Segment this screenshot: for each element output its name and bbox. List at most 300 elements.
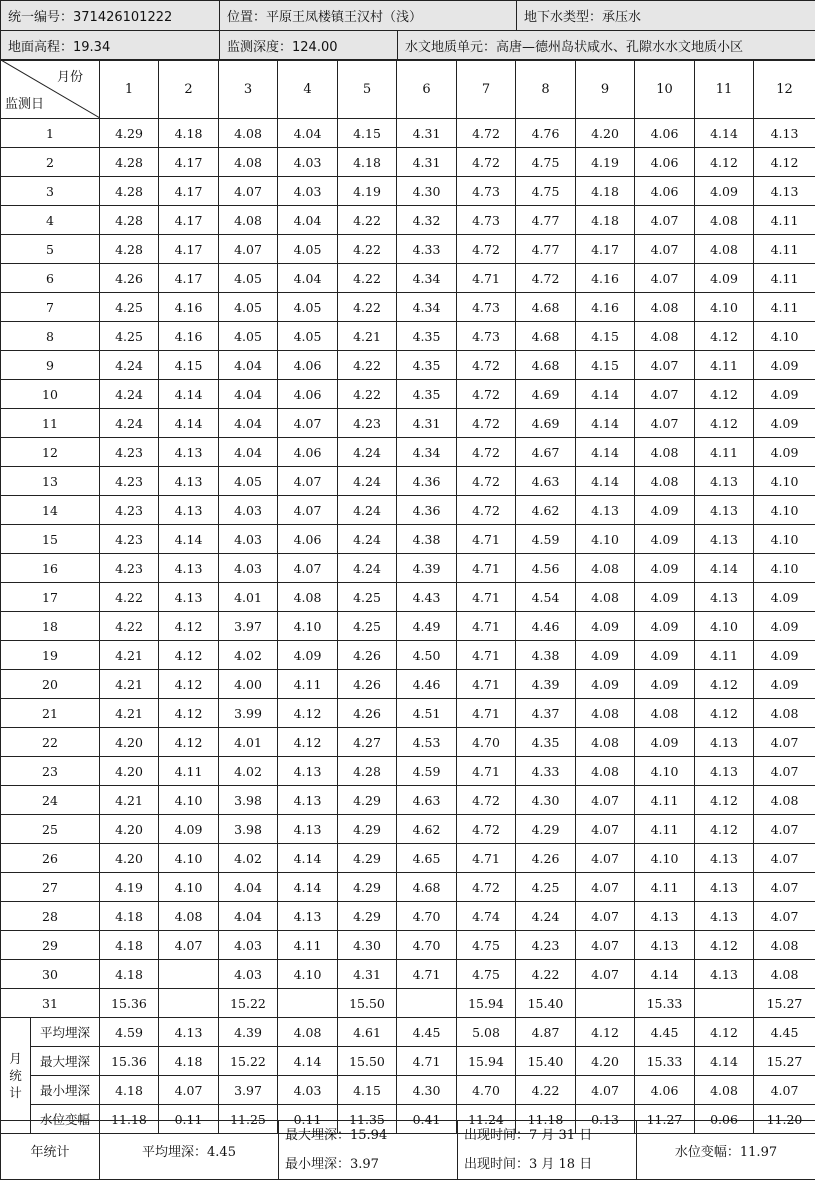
month-header-5: 5 xyxy=(338,60,397,119)
depth-cell: 4.14 xyxy=(576,438,635,467)
depth-cell: 4.23 xyxy=(100,554,159,583)
depth-cell: 4.11 xyxy=(159,757,219,786)
depth-cell: 4.06 xyxy=(278,380,338,409)
depth-cell: 4.14 xyxy=(695,119,754,148)
depth-cell: 4.31 xyxy=(397,119,457,148)
depth-cell: 4.16 xyxy=(159,322,219,351)
depth-cell: 4.07 xyxy=(576,786,635,815)
depth-cell: 4.09 xyxy=(754,438,815,467)
depth-cell: 4.02 xyxy=(219,757,278,786)
month-header-1: 1 xyxy=(100,60,159,119)
depth-cell: 4.07 xyxy=(635,351,695,380)
depth-cell: 4.10 xyxy=(635,844,695,873)
depth-cell: 4.67 xyxy=(516,438,576,467)
depth-cell: 15.36 xyxy=(100,989,159,1018)
stats-label: 平均埋深 xyxy=(31,1018,100,1047)
depth-cell: 4.72 xyxy=(457,467,516,496)
depth-cell: 4.13 xyxy=(278,815,338,844)
depth-cell: 4.24 xyxy=(338,467,397,496)
depth-cell: 4.30 xyxy=(397,177,457,206)
depth-cell: 4.13 xyxy=(695,844,754,873)
depth-cell: 4.04 xyxy=(278,264,338,293)
depth-cell: 4.21 xyxy=(100,670,159,699)
depth-cell: 4.10 xyxy=(695,293,754,322)
stats-cell: 15.94 xyxy=(457,1047,516,1076)
depth-cell: 4.53 xyxy=(397,728,457,757)
depth-cell: 4.08 xyxy=(159,902,219,931)
depth-cell: 4.72 xyxy=(457,815,516,844)
depth-cell: 15.22 xyxy=(219,989,278,1018)
day-label: 29 xyxy=(1,931,100,960)
stats-cell: 5.08 xyxy=(457,1018,516,1047)
month-header-6: 6 xyxy=(397,60,457,119)
depth-cell: 4.04 xyxy=(278,119,338,148)
depth-cell: 4.10 xyxy=(754,554,815,583)
depth-cell: 4.16 xyxy=(576,264,635,293)
depth-cell: 4.13 xyxy=(159,467,219,496)
depth-cell: 4.03 xyxy=(219,496,278,525)
depth-cell: 4.22 xyxy=(338,293,397,322)
depth-cell: 4.08 xyxy=(278,583,338,612)
depth-cell: 4.24 xyxy=(100,351,159,380)
depth-cell: 4.07 xyxy=(576,931,635,960)
depth-cell: 4.34 xyxy=(397,438,457,467)
depth-cell: 4.13 xyxy=(695,960,754,989)
depth-cell: 4.26 xyxy=(338,699,397,728)
depth-cell: 4.08 xyxy=(754,786,815,815)
stats-cell: 4.20 xyxy=(576,1047,635,1076)
depth-cell: 4.18 xyxy=(338,148,397,177)
stats-cell: 15.36 xyxy=(100,1047,159,1076)
depth-cell: 4.09 xyxy=(635,554,695,583)
hydrogeologic-unit: 水文地质单元：高唐—德州岛状咸水、孔隙水水文地质小区 xyxy=(398,31,815,61)
depth-cell: 3.98 xyxy=(219,786,278,815)
annual-label: 年统计 xyxy=(1,1121,100,1180)
depth-cell: 4.12 xyxy=(695,380,754,409)
depth-cell: 4.11 xyxy=(695,351,754,380)
depth-cell: 4.03 xyxy=(219,554,278,583)
stats-cell: 4.07 xyxy=(159,1076,219,1105)
depth-cell: 4.09 xyxy=(635,525,695,554)
depth-cell: 4.11 xyxy=(278,931,338,960)
depth-cell: 4.28 xyxy=(100,235,159,264)
stats-cell: 4.08 xyxy=(278,1018,338,1047)
annual-average-depth: 平均埋深：4.45 xyxy=(100,1121,279,1180)
depth-cell: 4.75 xyxy=(457,960,516,989)
depth-cell: 4.71 xyxy=(457,699,516,728)
month-header-2: 2 xyxy=(159,60,219,119)
depth-cell: 4.13 xyxy=(695,496,754,525)
stats-cell: 15.50 xyxy=(338,1047,397,1076)
depth-cell: 4.32 xyxy=(397,206,457,235)
depth-cell: 4.72 xyxy=(457,438,516,467)
depth-cell: 4.13 xyxy=(159,554,219,583)
ground-elevation: 地面高程：19.34 xyxy=(1,31,220,61)
depth-cell: 4.13 xyxy=(576,496,635,525)
monthly-stats-label xyxy=(1,1018,31,1134)
depth-cell: 4.69 xyxy=(516,380,576,409)
depth-cell: 4.04 xyxy=(219,902,278,931)
depth-cell: 4.13 xyxy=(278,902,338,931)
stats-cell: 11.25 xyxy=(219,1105,278,1134)
day-label: 6 xyxy=(1,264,100,293)
depth-cell: 4.75 xyxy=(516,177,576,206)
depth-cell: 4.12 xyxy=(695,699,754,728)
day-label: 30 xyxy=(1,960,100,989)
annual-min-depth: 最小埋深：3.97 xyxy=(285,1150,457,1179)
depth-cell: 4.14 xyxy=(576,380,635,409)
depth-cell: 4.15 xyxy=(159,351,219,380)
depth-cell: 4.23 xyxy=(100,525,159,554)
month-header-11: 11 xyxy=(695,60,754,119)
depth-cell: 4.05 xyxy=(219,467,278,496)
month-header-row xyxy=(1,60,815,119)
depth-cell: 4.09 xyxy=(635,612,695,641)
stats-label: 水位变幅 xyxy=(31,1105,100,1134)
depth-cell: 4.07 xyxy=(159,931,219,960)
depth-cell: 4.02 xyxy=(219,641,278,670)
depth-cell: 4.74 xyxy=(457,902,516,931)
depth-cell: 4.08 xyxy=(576,554,635,583)
annual-water-range: 水位变幅：11.97 xyxy=(637,1121,815,1180)
depth-cell: 15.40 xyxy=(516,989,576,1018)
depth-cell: 4.16 xyxy=(576,293,635,322)
depth-cell: 4.13 xyxy=(159,496,219,525)
month-axis-label: 月份 xyxy=(57,66,83,85)
depth-cell: 4.11 xyxy=(635,786,695,815)
depth-cell: 4.10 xyxy=(278,612,338,641)
depth-cell: 4.18 xyxy=(576,177,635,206)
depth-cell: 4.72 xyxy=(457,119,516,148)
depth-cell: 4.07 xyxy=(754,902,815,931)
depth-cell: 4.09 xyxy=(695,177,754,206)
depth-cell: 4.18 xyxy=(100,902,159,931)
table-row xyxy=(1,438,815,467)
depth-cell: 4.03 xyxy=(219,931,278,960)
depth-cell: 4.14 xyxy=(278,844,338,873)
depth-cell: 4.07 xyxy=(219,235,278,264)
depth-cell: 4.63 xyxy=(397,786,457,815)
table-row xyxy=(1,844,815,873)
day-label: 10 xyxy=(1,380,100,409)
depth-cell: 4.09 xyxy=(754,641,815,670)
depth-cell: 4.27 xyxy=(338,728,397,757)
depth-cell: 4.05 xyxy=(219,322,278,351)
table-row xyxy=(1,699,815,728)
depth-cell: 4.13 xyxy=(635,931,695,960)
depth-cell: 4.11 xyxy=(635,873,695,902)
depth-cell xyxy=(159,960,219,989)
depth-cell: 4.17 xyxy=(159,235,219,264)
depth-cell: 4.68 xyxy=(516,351,576,380)
stats-cell: 4.07 xyxy=(576,1076,635,1105)
day-label: 8 xyxy=(1,322,100,351)
table-row xyxy=(1,786,815,815)
stats-cell: 4.61 xyxy=(338,1018,397,1047)
depth-cell: 4.23 xyxy=(100,496,159,525)
depth-cell: 4.71 xyxy=(457,525,516,554)
depth-cell: 4.09 xyxy=(754,409,815,438)
depth-cell: 4.05 xyxy=(278,322,338,351)
stats-cell: 15.27 xyxy=(754,1047,815,1076)
depth-cell: 4.51 xyxy=(397,699,457,728)
depth-cell: 4.11 xyxy=(754,264,815,293)
depth-cell: 4.13 xyxy=(695,728,754,757)
table-row xyxy=(1,264,815,293)
depth-cell: 4.13 xyxy=(695,583,754,612)
depth-cell: 4.08 xyxy=(219,119,278,148)
depth-cell: 4.14 xyxy=(576,467,635,496)
depth-cell: 4.09 xyxy=(635,670,695,699)
table-row xyxy=(1,960,815,989)
depth-cell: 4.13 xyxy=(754,119,815,148)
depth-cell: 4.14 xyxy=(695,554,754,583)
depth-cell: 4.22 xyxy=(338,206,397,235)
table-row xyxy=(1,583,815,612)
stats-cell: 4.70 xyxy=(457,1076,516,1105)
groundwater-type: 地下水类型：承压水 xyxy=(517,1,815,31)
stats-cell: 4.14 xyxy=(278,1047,338,1076)
depth-cell: 4.14 xyxy=(576,409,635,438)
depth-cell: 4.54 xyxy=(516,583,576,612)
depth-cell: 4.34 xyxy=(397,264,457,293)
depth-cell: 4.25 xyxy=(516,873,576,902)
day-label: 19 xyxy=(1,641,100,670)
table-row xyxy=(1,467,815,496)
depth-cell: 4.17 xyxy=(159,264,219,293)
depth-cell: 4.71 xyxy=(397,960,457,989)
depth-cell: 4.70 xyxy=(397,902,457,931)
depth-cell: 4.12 xyxy=(159,699,219,728)
stats-cell: 4.13 xyxy=(159,1018,219,1047)
depth-cell: 4.06 xyxy=(635,148,695,177)
depth-cell: 4.20 xyxy=(576,119,635,148)
depth-cell: 4.12 xyxy=(695,409,754,438)
stats-cell: 11.35 xyxy=(338,1105,397,1134)
stats-cell: 3.97 xyxy=(219,1076,278,1105)
depth-cell: 4.59 xyxy=(397,757,457,786)
depth-cell: 4.25 xyxy=(338,612,397,641)
stats-cell: 0.11 xyxy=(278,1105,338,1134)
depth-cell: 4.10 xyxy=(159,844,219,873)
depth-cell: 4.09 xyxy=(576,641,635,670)
depth-cell: 4.71 xyxy=(457,583,516,612)
depth-cell: 4.49 xyxy=(397,612,457,641)
depth-cell: 4.14 xyxy=(278,873,338,902)
depth-cell: 4.21 xyxy=(338,322,397,351)
depth-cell: 4.23 xyxy=(516,931,576,960)
depth-cell: 4.50 xyxy=(397,641,457,670)
depth-cell: 4.31 xyxy=(397,148,457,177)
depth-cell: 4.09 xyxy=(695,264,754,293)
depth-cell: 4.65 xyxy=(397,844,457,873)
depth-cell: 4.29 xyxy=(338,786,397,815)
depth-cell: 4.13 xyxy=(695,757,754,786)
depth-cell: 4.18 xyxy=(159,119,219,148)
depth-cell: 4.20 xyxy=(100,757,159,786)
depth-cell: 4.05 xyxy=(219,264,278,293)
corner-cell xyxy=(1,60,100,119)
depth-cell: 4.06 xyxy=(278,351,338,380)
depth-cell: 4.73 xyxy=(457,206,516,235)
depth-cell: 4.08 xyxy=(576,699,635,728)
depth-cell: 4.09 xyxy=(576,670,635,699)
depth-cell: 4.03 xyxy=(219,525,278,554)
monthly-stats-char: 统 xyxy=(1,1067,30,1084)
stats-cell: 11.24 xyxy=(457,1105,516,1134)
depth-cell: 4.71 xyxy=(457,264,516,293)
depth-cell: 4.14 xyxy=(159,525,219,554)
depth-cell: 4.09 xyxy=(635,583,695,612)
depth-cell: 4.05 xyxy=(278,293,338,322)
annual-occurrence-times xyxy=(458,1121,637,1180)
depth-cell: 4.12 xyxy=(159,612,219,641)
depth-cell: 4.13 xyxy=(635,902,695,931)
depth-cell: 4.26 xyxy=(338,641,397,670)
depth-cell: 4.35 xyxy=(516,728,576,757)
depth-cell: 4.33 xyxy=(397,235,457,264)
depth-cell: 4.11 xyxy=(754,206,815,235)
day-label: 2 xyxy=(1,148,100,177)
depth-cell: 4.35 xyxy=(397,351,457,380)
depth-cell: 4.10 xyxy=(159,873,219,902)
depth-cell: 4.11 xyxy=(695,438,754,467)
day-label: 21 xyxy=(1,699,100,728)
depth-cell: 4.75 xyxy=(516,148,576,177)
depth-cell: 4.71 xyxy=(457,641,516,670)
depth-cell: 4.69 xyxy=(516,409,576,438)
table-row xyxy=(1,670,815,699)
table-row xyxy=(1,177,815,206)
depth-cell: 4.13 xyxy=(754,177,815,206)
depth-cell: 4.09 xyxy=(159,815,219,844)
monthly-stats-char: 计 xyxy=(1,1084,30,1101)
day-label: 17 xyxy=(1,583,100,612)
depth-cell xyxy=(397,989,457,1018)
depth-cell: 4.73 xyxy=(457,177,516,206)
depth-cell: 4.21 xyxy=(100,641,159,670)
day-label: 9 xyxy=(1,351,100,380)
depth-cell: 4.11 xyxy=(754,235,815,264)
depth-cell: 4.71 xyxy=(457,670,516,699)
month-header-4: 4 xyxy=(278,60,338,119)
depth-cell: 4.29 xyxy=(338,815,397,844)
table-row xyxy=(1,728,815,757)
depth-cell: 4.26 xyxy=(516,844,576,873)
depth-cell: 4.12 xyxy=(278,728,338,757)
depth-cell: 4.07 xyxy=(754,757,815,786)
depth-cell: 4.18 xyxy=(576,206,635,235)
depth-cell: 15.33 xyxy=(635,989,695,1018)
depth-cell: 4.10 xyxy=(695,612,754,641)
depth-cell: 4.22 xyxy=(338,264,397,293)
month-header-9: 9 xyxy=(576,60,635,119)
depth-cell: 4.72 xyxy=(457,148,516,177)
depth-cell: 4.11 xyxy=(278,670,338,699)
depth-cell: 4.04 xyxy=(278,206,338,235)
depth-cell: 4.29 xyxy=(338,873,397,902)
table-row xyxy=(1,148,815,177)
stats-cell: 4.15 xyxy=(338,1076,397,1105)
day-label: 28 xyxy=(1,902,100,931)
stats-cell: 0.13 xyxy=(576,1105,635,1134)
stats-cell: 4.08 xyxy=(695,1076,754,1105)
depth-cell: 4.04 xyxy=(219,438,278,467)
depth-cell: 4.62 xyxy=(516,496,576,525)
depth-cell: 4.72 xyxy=(457,496,516,525)
depth-cell: 3.99 xyxy=(219,699,278,728)
depth-cell: 4.71 xyxy=(457,554,516,583)
depth-cell: 3.98 xyxy=(219,815,278,844)
depth-cell: 4.08 xyxy=(219,206,278,235)
depth-cell: 4.09 xyxy=(635,728,695,757)
day-label: 4 xyxy=(1,206,100,235)
depth-cell: 4.22 xyxy=(516,960,576,989)
stats-cell: 4.07 xyxy=(754,1076,815,1105)
depth-cell: 4.08 xyxy=(754,699,815,728)
day-label: 27 xyxy=(1,873,100,902)
annual-statistics xyxy=(0,1120,815,1180)
depth-cell: 4.03 xyxy=(278,177,338,206)
depth-cell xyxy=(695,989,754,1018)
day-label: 3 xyxy=(1,177,100,206)
depth-cell: 4.12 xyxy=(159,670,219,699)
depth-cell: 4.12 xyxy=(754,148,815,177)
depth-cell: 4.30 xyxy=(516,786,576,815)
table-row xyxy=(1,206,815,235)
depth-cell: 4.06 xyxy=(635,177,695,206)
depth-cell: 4.11 xyxy=(754,293,815,322)
depth-cell: 4.03 xyxy=(219,960,278,989)
month-header-8: 8 xyxy=(516,60,576,119)
depth-cell: 4.18 xyxy=(100,931,159,960)
table-row xyxy=(1,409,815,438)
depth-cell: 4.71 xyxy=(457,612,516,641)
depth-cell: 4.12 xyxy=(159,641,219,670)
stats-cell: 4.22 xyxy=(516,1076,576,1105)
depth-cell: 4.26 xyxy=(100,264,159,293)
table-row xyxy=(1,235,815,264)
depth-cell: 4.63 xyxy=(516,467,576,496)
depth-cell: 4.76 xyxy=(516,119,576,148)
stats-cell: 11.18 xyxy=(100,1105,159,1134)
depth-cell: 4.17 xyxy=(159,206,219,235)
month-header-10: 10 xyxy=(635,60,695,119)
depth-cell: 4.07 xyxy=(576,844,635,873)
depth-cell: 4.18 xyxy=(100,960,159,989)
depth-cell: 4.07 xyxy=(219,177,278,206)
table-row xyxy=(1,496,815,525)
depth-cell: 4.68 xyxy=(516,322,576,351)
depth-cell: 4.13 xyxy=(695,467,754,496)
depth-cell: 4.22 xyxy=(338,380,397,409)
stats-cell: 15.40 xyxy=(516,1047,576,1076)
table-row xyxy=(1,322,815,351)
depth-cell: 4.29 xyxy=(516,815,576,844)
stats-cell: 4.18 xyxy=(100,1076,159,1105)
depth-cell: 4.22 xyxy=(338,235,397,264)
depth-cell: 4.13 xyxy=(695,873,754,902)
depth-cell: 4.13 xyxy=(695,902,754,931)
depth-cell: 4.07 xyxy=(576,960,635,989)
depth-cell: 4.01 xyxy=(219,583,278,612)
day-label: 11 xyxy=(1,409,100,438)
depth-cell: 4.24 xyxy=(338,496,397,525)
table-row xyxy=(1,351,815,380)
depth-cell: 4.07 xyxy=(278,409,338,438)
stats-cell: 4.87 xyxy=(516,1018,576,1047)
depth-cell: 4.73 xyxy=(457,293,516,322)
